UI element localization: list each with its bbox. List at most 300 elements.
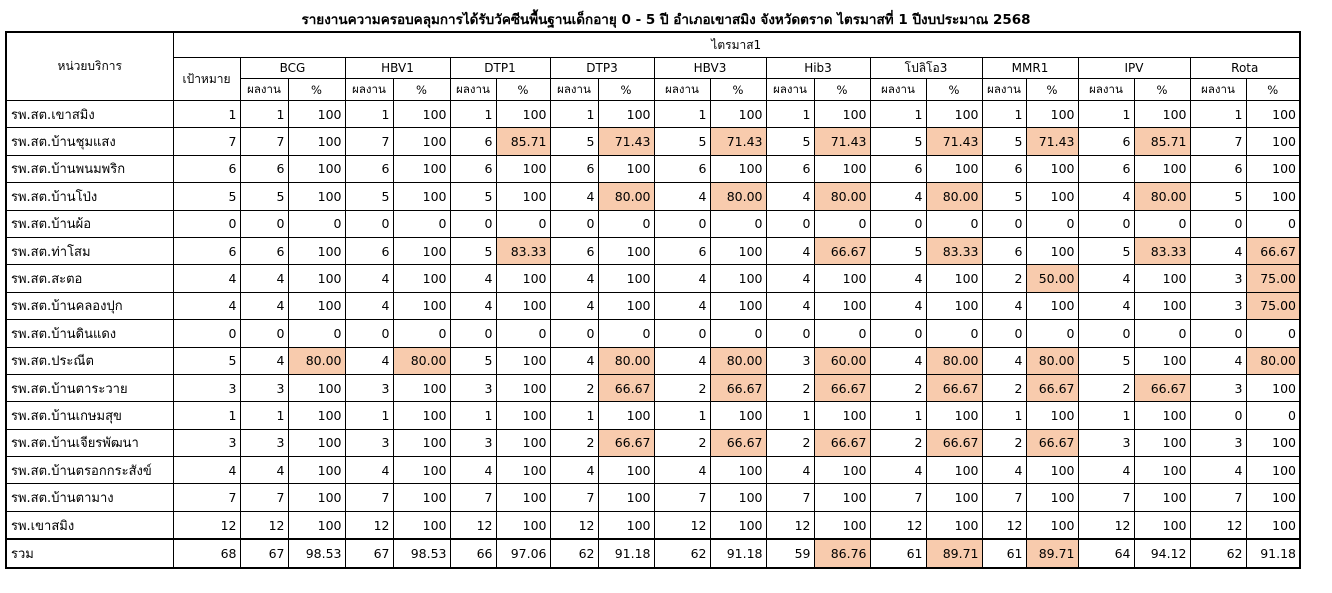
percent-value: 71.43 [926,128,982,155]
percent-value: 0 [1134,210,1190,237]
result-value: 4 [1078,183,1134,210]
result-value: 5 [550,128,598,155]
result-subheader: ผลงาน [1078,79,1134,101]
vaccine-header: DTP1 [450,58,550,79]
percent-value: 0 [1246,320,1300,347]
percent-value: 100 [926,402,982,429]
percent-value: 100 [1246,101,1300,128]
result-value: 7 [450,484,496,511]
result-value: 5 [1190,183,1246,210]
percent-value: 100 [393,511,450,539]
percent-value: 100 [926,457,982,484]
result-value: 4 [240,292,288,319]
result-value: 7 [1078,484,1134,511]
unit-name: รพ.เขาสมิง [6,511,173,539]
result-value: 4 [550,265,598,292]
percent-value: 0 [496,320,550,347]
result-subheader: ผลงาน [345,79,393,101]
result-value: 3 [345,374,393,401]
target-value: 3 [173,374,240,401]
percent-value: 85.71 [1134,128,1190,155]
result-value: 4 [1078,457,1134,484]
vaccine-header: MMR1 [982,58,1078,79]
table-row [6,511,1300,539]
percent-value: 100 [814,101,870,128]
unit-name: รพ.สต.บ้านตาระวาย [6,374,173,401]
target-value: 1 [173,101,240,128]
result-value: 4 [345,457,393,484]
percent-value: 98.53 [288,539,345,567]
table-row [6,237,1300,264]
result-value: 0 [654,320,710,347]
result-subheader: ผลงาน [550,79,598,101]
result-value: 7 [345,484,393,511]
result-value: 6 [550,155,598,182]
result-value: 4 [766,265,814,292]
result-subheader: ผลงาน [240,79,288,101]
percent-value: 66.67 [1134,374,1190,401]
result-value: 4 [654,183,710,210]
result-value: 2 [982,429,1026,456]
result-value: 4 [870,265,926,292]
result-value: 3 [450,429,496,456]
target-value: 7 [173,484,240,511]
result-value: 6 [654,237,710,264]
result-value: 7 [654,484,710,511]
table-body [6,101,1300,568]
percent-value: 100 [1026,402,1078,429]
percent-value: 100 [926,484,982,511]
target-value: 4 [173,457,240,484]
coverage-table [5,31,1301,569]
result-value: 7 [982,484,1026,511]
percent-subheader: % [288,79,345,101]
result-value: 4 [654,457,710,484]
table-header [6,32,1300,101]
result-subheader: ผลงาน [654,79,710,101]
result-value: 62 [550,539,598,567]
unit-name: รพ.สต.สะตอ [6,265,173,292]
table-row [6,484,1300,511]
result-value: 4 [345,265,393,292]
percent-value: 0 [710,210,766,237]
percent-value: 66.67 [710,374,766,401]
table-row [6,155,1300,182]
percent-value: 100 [1134,402,1190,429]
result-value: 0 [550,210,598,237]
percent-value: 100 [926,155,982,182]
unit-name: รพ.สต.บ้านตรอกกระสังข์ [6,457,173,484]
percent-value: 0 [1246,210,1300,237]
result-value: 2 [982,374,1026,401]
result-value: 0 [766,210,814,237]
percent-value: 100 [496,429,550,456]
percent-value: 80.00 [814,183,870,210]
percent-value: 100 [1026,484,1078,511]
percent-value: 100 [814,265,870,292]
percent-value: 100 [288,101,345,128]
result-value: 6 [982,155,1026,182]
result-value: 4 [1190,457,1246,484]
result-value: 1 [982,101,1026,128]
result-value: 1 [450,101,496,128]
percent-value: 100 [814,402,870,429]
unit-name: รพ.สต.บ้านผ้อ [6,210,173,237]
result-value: 1 [654,101,710,128]
result-value: 3 [1078,429,1134,456]
percent-value: 100 [288,511,345,539]
unit-name: รพ.สต.บ้านคลองปุก [6,292,173,319]
result-value: 4 [654,292,710,319]
percent-value: 100 [1246,155,1300,182]
percent-value: 100 [598,457,654,484]
result-value: 4 [240,265,288,292]
percent-value: 100 [814,292,870,319]
percent-value: 100 [288,237,345,264]
table-row [6,265,1300,292]
percent-value: 66.67 [598,429,654,456]
percent-value: 75.00 [1246,292,1300,319]
report-title: รายงานความครอบคลุมการได้รับวัคซีนพื้นฐานเด็กอายุ 0 - 5 ปี อำเภอเขาสมิง จังหวัดตราด ไตรมาสที่ 1 ปีงบประมาณ 2568 [301,12,1031,28]
result-value: 5 [450,237,496,264]
result-value: 0 [1190,320,1246,347]
percent-value: 100 [1246,429,1300,456]
percent-value: 85.71 [496,128,550,155]
result-value: 2 [766,374,814,401]
result-value: 0 [1190,402,1246,429]
result-value: 4 [766,457,814,484]
result-value: 12 [870,511,926,539]
result-value: 61 [870,539,926,567]
target-value: 6 [173,155,240,182]
result-value: 7 [766,484,814,511]
percent-value: 0 [288,210,345,237]
result-value: 5 [240,183,288,210]
result-value: 4 [766,183,814,210]
percent-subheader: % [814,79,870,101]
result-value: 7 [1190,128,1246,155]
result-value: 12 [240,511,288,539]
result-value: 0 [870,210,926,237]
table-row [6,457,1300,484]
result-value: 1 [450,402,496,429]
percent-value: 100 [1246,183,1300,210]
percent-value: 100 [926,511,982,539]
percent-value: 100 [1026,101,1078,128]
percent-value: 100 [1134,429,1190,456]
unit-name: รพ.สต.บ้านพนมพริก [6,155,173,182]
percent-value: 80.00 [926,347,982,374]
result-value: 5 [982,128,1026,155]
percent-value: 91.18 [598,539,654,567]
percent-value: 100 [1134,155,1190,182]
result-value: 4 [345,347,393,374]
percent-value: 100 [814,457,870,484]
result-value: 6 [870,155,926,182]
percent-value: 100 [393,402,450,429]
result-value: 2 [982,265,1026,292]
unit-name: รพ.สต.บ้านตามาง [6,484,173,511]
percent-subheader: % [1134,79,1190,101]
percent-value: 80.00 [288,347,345,374]
percent-value: 100 [598,237,654,264]
percent-value: 0 [393,210,450,237]
result-value: 5 [654,128,710,155]
percent-value: 91.18 [1246,539,1300,567]
result-value: 7 [240,484,288,511]
result-value: 4 [345,292,393,319]
result-value: 1 [345,101,393,128]
result-value: 12 [345,511,393,539]
percent-value: 66.67 [598,374,654,401]
percent-value: 100 [1026,183,1078,210]
unit-name: รพ.สต.เขาสมิง [6,101,173,128]
result-value: 5 [982,183,1026,210]
result-value: 2 [654,374,710,401]
result-value: 0 [766,320,814,347]
target-value: 7 [173,128,240,155]
target-value: 12 [173,511,240,539]
table-row [6,210,1300,237]
percent-value: 66.67 [814,429,870,456]
target-value: 0 [173,320,240,347]
result-value: 4 [550,292,598,319]
result-value: 3 [1190,429,1246,456]
target-value: 4 [173,265,240,292]
percent-value: 100 [926,101,982,128]
result-value: 4 [982,457,1026,484]
result-value: 1 [550,101,598,128]
percent-value: 100 [393,101,450,128]
percent-value: 100 [393,374,450,401]
result-value: 3 [345,429,393,456]
result-value: 4 [982,347,1026,374]
percent-value: 0 [1246,402,1300,429]
result-value: 4 [766,292,814,319]
result-value: 1 [1190,101,1246,128]
result-subheader: ผลงาน [766,79,814,101]
result-value: 6 [450,155,496,182]
percent-value: 80.00 [393,347,450,374]
percent-value: 80.00 [1026,347,1078,374]
percent-value: 100 [496,402,550,429]
percent-value: 66.67 [814,374,870,401]
result-value: 5 [1078,347,1134,374]
percent-value: 100 [1246,511,1300,539]
result-value: 0 [1190,210,1246,237]
percent-value: 66.67 [710,429,766,456]
result-value: 0 [550,320,598,347]
percent-value: 98.53 [393,539,450,567]
percent-value: 100 [710,292,766,319]
percent-value: 100 [598,155,654,182]
percent-value: 100 [393,292,450,319]
target-header: เป้าหมาย [173,58,240,101]
percent-subheader: % [710,79,766,101]
percent-value: 100 [710,237,766,264]
result-subheader: ผลงาน [1190,79,1246,101]
percent-value: 100 [1134,101,1190,128]
result-value: 3 [1190,265,1246,292]
table-row [6,183,1300,210]
result-value: 0 [654,210,710,237]
result-value: 64 [1078,539,1134,567]
result-value: 4 [240,347,288,374]
result-value: 7 [240,128,288,155]
result-value: 1 [1078,101,1134,128]
percent-value: 71.43 [1026,128,1078,155]
percent-value: 100 [496,101,550,128]
result-value: 5 [345,183,393,210]
percent-value: 66.67 [1246,237,1300,264]
result-value: 0 [240,320,288,347]
result-value: 1 [1078,402,1134,429]
percent-value: 100 [1134,457,1190,484]
unit-header: หน่วยบริการ [6,32,173,101]
percent-subheader: % [1246,79,1300,101]
result-value: 2 [870,374,926,401]
percent-value: 100 [1026,155,1078,182]
result-value: 5 [450,347,496,374]
percent-value: 100 [1134,511,1190,539]
percent-value: 0 [814,210,870,237]
percent-value: 100 [496,155,550,182]
result-value: 4 [450,292,496,319]
result-value: 4 [450,457,496,484]
result-value: 6 [654,155,710,182]
percent-value: 100 [393,237,450,264]
target-value: 4 [173,292,240,319]
percent-value: 0 [710,320,766,347]
percent-value: 71.43 [598,128,654,155]
result-value: 67 [345,539,393,567]
result-value: 7 [550,484,598,511]
percent-value: 0 [598,320,654,347]
percent-value: 100 [393,128,450,155]
result-value: 4 [450,265,496,292]
result-value: 4 [550,347,598,374]
percent-value: 100 [1134,347,1190,374]
target-value: 1 [173,402,240,429]
percent-value: 100 [1246,374,1300,401]
percent-value: 0 [288,320,345,347]
result-value: 4 [870,457,926,484]
result-value: 4 [654,265,710,292]
percent-value: 100 [814,155,870,182]
percent-value: 80.00 [926,183,982,210]
table-row [6,292,1300,319]
quarter-header: ไตรมาส1 [173,32,1300,58]
result-value: 6 [450,128,496,155]
percent-value: 100 [288,183,345,210]
result-value: 6 [982,237,1026,264]
percent-value: 75.00 [1246,265,1300,292]
percent-value: 0 [496,210,550,237]
percent-value: 0 [926,320,982,347]
result-value: 0 [982,320,1026,347]
percent-value: 100 [393,457,450,484]
result-value: 5 [1078,237,1134,264]
result-value: 1 [870,101,926,128]
result-value: 6 [1078,128,1134,155]
percent-value: 100 [1026,292,1078,319]
result-value: 4 [1190,237,1246,264]
percent-value: 80.00 [710,183,766,210]
result-value: 6 [766,155,814,182]
percent-value: 100 [496,292,550,319]
percent-subheader: % [1026,79,1078,101]
result-value: 62 [654,539,710,567]
result-value: 3 [766,347,814,374]
percent-value: 50.00 [1026,265,1078,292]
result-value: 3 [1190,292,1246,319]
result-value: 4 [1190,347,1246,374]
result-value: 12 [654,511,710,539]
percent-value: 100 [1026,511,1078,539]
percent-value: 100 [710,101,766,128]
percent-value: 100 [393,484,450,511]
target-value: 68 [173,539,240,567]
percent-value: 100 [288,155,345,182]
percent-subheader: % [393,79,450,101]
result-value: 12 [450,511,496,539]
percent-value: 0 [1134,320,1190,347]
percent-value: 100 [288,265,345,292]
percent-value: 100 [1134,292,1190,319]
percent-value: 100 [288,128,345,155]
result-value: 62 [1190,539,1246,567]
percent-value: 71.43 [814,128,870,155]
result-value: 4 [870,183,926,210]
vaccine-header: Hib3 [766,58,870,79]
percent-value: 60.00 [814,347,870,374]
result-value: 7 [1190,484,1246,511]
percent-value: 100 [598,511,654,539]
percent-value: 66.67 [1026,429,1078,456]
target-value: 5 [173,347,240,374]
percent-value: 100 [496,347,550,374]
table-row [6,402,1300,429]
percent-subheader: % [926,79,982,101]
result-value: 2 [1078,374,1134,401]
percent-value: 0 [1026,320,1078,347]
table-row [6,374,1300,401]
percent-value: 100 [598,484,654,511]
result-value: 6 [240,237,288,264]
result-value: 59 [766,539,814,567]
result-value: 4 [870,347,926,374]
result-value: 12 [550,511,598,539]
result-value: 67 [240,539,288,567]
percent-value: 100 [393,155,450,182]
unit-name: รพ.สต.บ้านชุมแสง [6,128,173,155]
result-value: 4 [550,457,598,484]
result-value: 5 [870,128,926,155]
result-value: 4 [550,183,598,210]
result-value: 6 [345,155,393,182]
percent-value: 66.67 [926,374,982,401]
result-value: 0 [345,210,393,237]
result-value: 12 [1078,511,1134,539]
result-value: 1 [766,402,814,429]
result-value: 66 [450,539,496,567]
result-value: 1 [982,402,1026,429]
result-value: 0 [1078,210,1134,237]
result-value: 6 [345,237,393,264]
percent-value: 94.12 [1134,539,1190,567]
percent-value: 100 [496,484,550,511]
percent-value: 100 [598,402,654,429]
